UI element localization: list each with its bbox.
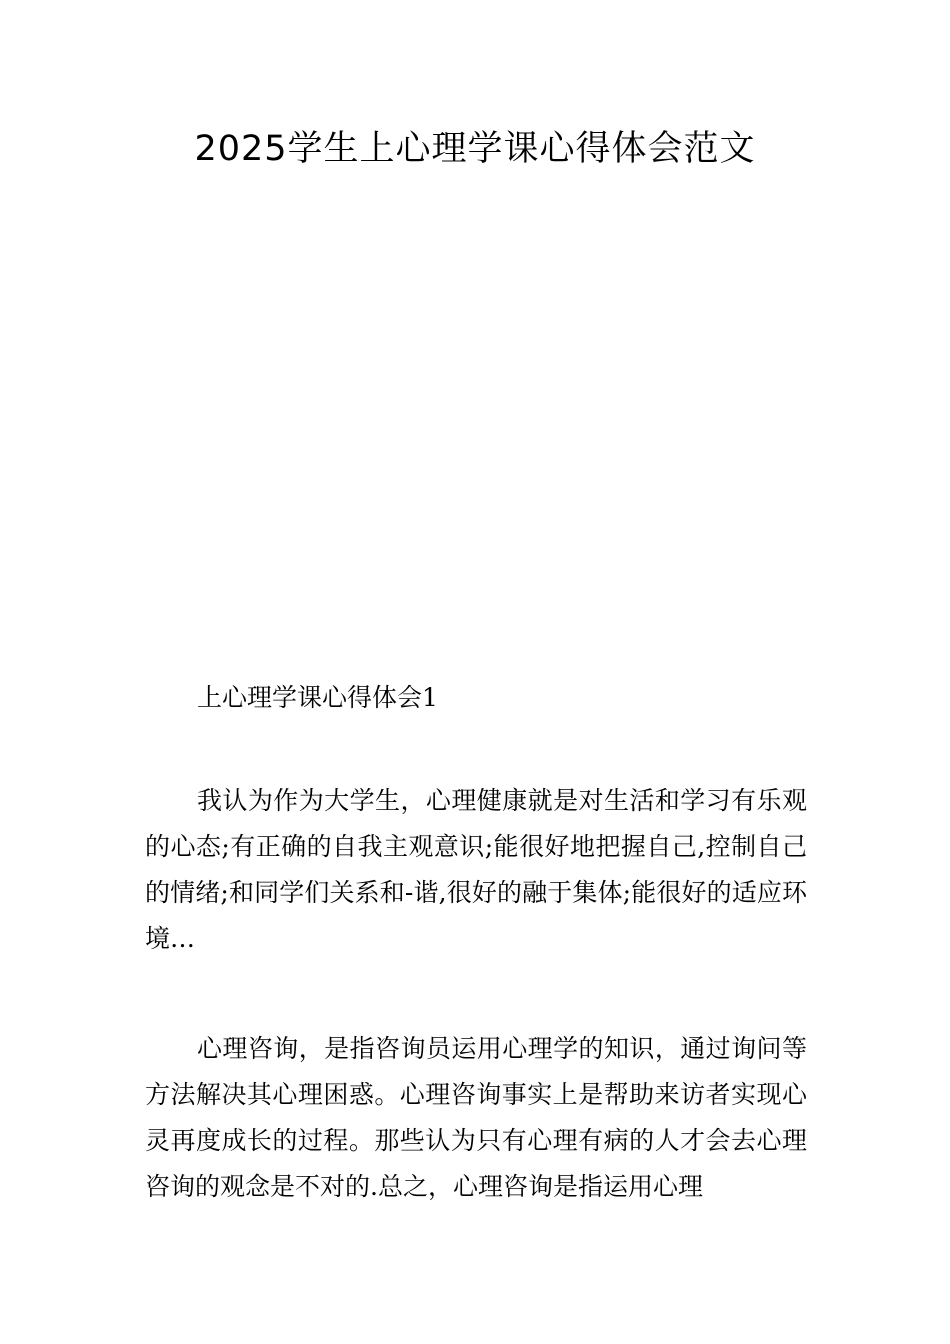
document-title: 2025学生上心理学课心得体会范文: [194, 129, 756, 169]
body-paragraph-1: 我认为作为大学生，心理健康就是对生活和学习有乐观的心态;有正确的自我主观意识;能很好地把握自己,控制自己的情绪;和同学们关系和-谐,很好的融于集体;能很好的适应环境…: [145, 786, 807, 953]
body-paragraph-2: 心理咨询，是指咨询员运用心理学的知识，通过询问等方法解决其心理困惑。心理咨询事实上是帮助来访者实现心灵再度成长的过程。那些认为只有心理有病的人才会去心理咨询的观念是不对的.总之，心理咨询是指运用心理: [145, 1034, 807, 1201]
section-heading: 上心理学课心得体会1: [197, 683, 438, 712]
